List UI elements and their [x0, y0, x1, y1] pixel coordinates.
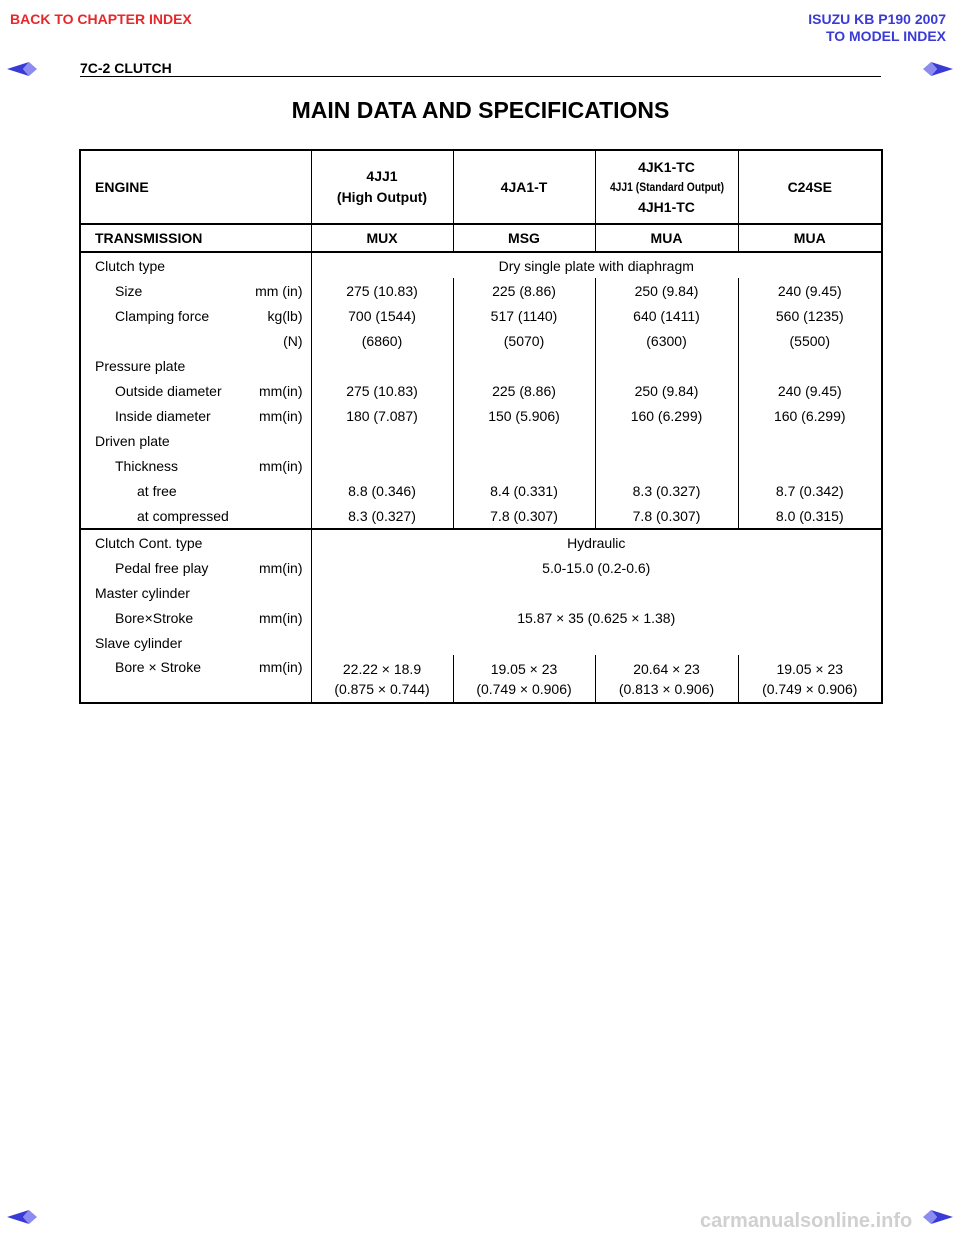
outside-value-4: 240 (9.45) — [738, 378, 882, 403]
slave-bore-unit: mm(in) — [258, 659, 303, 675]
master-bore-unit: mm(in) — [258, 609, 303, 626]
thickness-unit: mm(in) — [258, 457, 303, 474]
inside-diameter-unit: mm(in) — [258, 407, 303, 424]
engine-3-name: 4JK1-TC — [638, 159, 695, 175]
engine-3-sub: 4JJ1 (Standard Output) — [609, 180, 724, 194]
at-compressed-value-1: 8.3 (0.327) — [311, 503, 453, 529]
master-bore-label: Bore×Stroke — [115, 609, 194, 626]
at-free-value-3: 8.3 (0.327) — [595, 478, 738, 503]
previous-page-arrow-icon[interactable] — [5, 60, 39, 78]
slave-cylinder-label: Slave cylinder — [95, 634, 183, 651]
next-page-arrow-icon[interactable] — [921, 60, 955, 78]
clutch-type-value: Dry single plate with diaphragm — [311, 252, 882, 278]
clamping-row — [80, 303, 882, 328]
at-free-value-1: 8.8 (0.346) — [311, 478, 453, 503]
engine-1-name: 4JJ1 — [366, 168, 398, 184]
at-compressed-row — [80, 503, 882, 529]
engine-col-1 — [311, 150, 453, 224]
engine-row — [80, 150, 882, 224]
inside-value-1: 180 (7.087) — [311, 403, 453, 428]
cont-type-value: Hydraulic — [311, 529, 882, 555]
size-row — [80, 278, 882, 303]
pedal-value: 5.0-15.0 (0.2-0.6) — [311, 555, 882, 580]
transmission-2: MSG — [453, 224, 595, 252]
outside-diameter-row — [80, 378, 882, 403]
previous-page-arrow-bottom-icon[interactable] — [5, 1208, 39, 1226]
transmission-4: MUA — [738, 224, 882, 252]
pressure-plate-row — [80, 353, 882, 378]
engine-label: ENGINE — [80, 150, 311, 224]
size-label: Size — [115, 282, 143, 299]
at-compressed-value-3: 7.8 (0.307) — [595, 503, 738, 529]
size-unit: mm (in) — [255, 282, 303, 299]
page-title: MAIN DATA AND SPECIFICATIONS — [291, 97, 670, 123]
clamping-n-row — [80, 328, 882, 353]
at-free-value-4: 8.7 (0.342) — [738, 478, 882, 503]
inside-value-3: 160 (6.299) — [595, 403, 738, 428]
slave-bore-value-1: 22.22 × 18.9 (0.875 × 0.744) — [311, 655, 453, 703]
at-free-label: at free — [137, 482, 177, 499]
model-index-block — [808, 11, 946, 45]
cont-type-row — [80, 529, 882, 555]
clamping-label: Clamping force — [115, 307, 210, 324]
at-free-row — [80, 478, 882, 503]
to-model-index-link[interactable]: TO MODEL INDEX — [825, 28, 946, 44]
master-cylinder-label: Master cylinder — [95, 584, 190, 601]
pedal-row — [80, 555, 882, 580]
inside-diameter-label: Inside diameter — [115, 407, 211, 424]
engine-col-3 — [595, 150, 738, 224]
slave-bore-value-3: 20.64 × 23 (0.813 × 0.906) — [595, 655, 738, 703]
model-name: ISUZU KB P190 2007 — [808, 11, 946, 27]
back-to-chapter-index-link[interactable]: BACK TO CHAPTER INDEX — [10, 11, 192, 27]
engine-3-alt: 4JH1-TC — [638, 199, 695, 215]
size-value-2: 225 (8.86) — [453, 278, 595, 303]
outside-value-2: 225 (8.86) — [453, 378, 595, 403]
slave-bore-label: Bore × Stroke — [115, 659, 201, 675]
master-cylinder-row — [80, 580, 882, 605]
clamping-value-1: 700 (1544) — [311, 303, 453, 328]
thickness-label: Thickness — [115, 457, 179, 474]
clamping-n-value-2: (5070) — [453, 328, 595, 353]
header-rule — [80, 76, 881, 77]
at-compressed-label: at compressed — [137, 507, 229, 524]
cont-type-label: Clutch Cont. type — [80, 529, 311, 555]
slave-cylinder-row — [80, 630, 882, 655]
outside-value-1: 275 (10.83) — [311, 378, 453, 403]
clutch-type-row — [80, 252, 882, 278]
size-value-4: 240 (9.45) — [738, 278, 882, 303]
size-value-1: 275 (10.83) — [311, 278, 453, 303]
clutch-type-label: Clutch type — [95, 257, 166, 274]
engine-col-4 — [738, 150, 882, 224]
size-value-3: 250 (9.84) — [595, 278, 738, 303]
slave-bore-value-4: 19.05 × 23 (0.749 × 0.906) — [738, 655, 882, 703]
pedal-label: Pedal free play — [115, 559, 209, 576]
driven-plate-label: Driven plate — [95, 432, 170, 449]
outside-diameter-unit: mm(in) — [258, 382, 303, 399]
at-compressed-value-2: 7.8 (0.307) — [453, 503, 595, 529]
clamping-unit: kg(lb) — [267, 307, 303, 324]
engine-2-name: 4JA1-T — [500, 179, 548, 195]
clamping-n-value-1: (6860) — [311, 328, 453, 353]
transmission-1: MUX — [311, 224, 453, 252]
next-page-arrow-bottom-icon[interactable] — [921, 1208, 955, 1226]
transmission-3: MUA — [595, 224, 738, 252]
inside-diameter-row — [80, 403, 882, 428]
pressure-plate-label: Pressure plate — [95, 357, 186, 374]
slave-bore-row — [80, 655, 882, 703]
clamping-value-3: 640 (1411) — [595, 303, 738, 328]
transmission-label: TRANSMISSION — [80, 224, 311, 252]
engine-1-sub: (High Output) — [336, 189, 428, 205]
clamping-n-value-3: (6300) — [595, 328, 738, 353]
spec-table — [79, 149, 883, 704]
at-free-value-2: 8.4 (0.331) — [453, 478, 595, 503]
clamping-n-value-4: (5500) — [738, 328, 882, 353]
clamping-value-2: 517 (1140) — [453, 303, 595, 328]
master-bore-row — [80, 605, 882, 630]
inside-value-4: 160 (6.299) — [738, 403, 882, 428]
slave-bore-value-2: 19.05 × 23 (0.749 × 0.906) — [453, 655, 595, 703]
thickness-row — [80, 453, 882, 478]
engine-col-2 — [453, 150, 595, 224]
at-compressed-value-4: 8.0 (0.315) — [738, 503, 882, 529]
outside-value-3: 250 (9.84) — [595, 378, 738, 403]
watermark-text: carmanualsonline.info — [700, 1210, 913, 1232]
outside-diameter-label: Outside diameter — [115, 382, 222, 399]
master-bore-value: 15.87 × 35 (0.625 × 1.38) — [311, 605, 882, 630]
pedal-unit: mm(in) — [258, 559, 303, 576]
inside-value-2: 150 (5.906) — [453, 403, 595, 428]
section-header: 7C-2 CLUTCH — [80, 60, 172, 76]
transmission-row — [80, 224, 882, 252]
clamping-n-unit: (N) — [283, 332, 303, 349]
driven-plate-row — [80, 428, 882, 453]
engine-4-name: C24SE — [787, 179, 832, 195]
clamping-value-4: 560 (1235) — [738, 303, 882, 328]
